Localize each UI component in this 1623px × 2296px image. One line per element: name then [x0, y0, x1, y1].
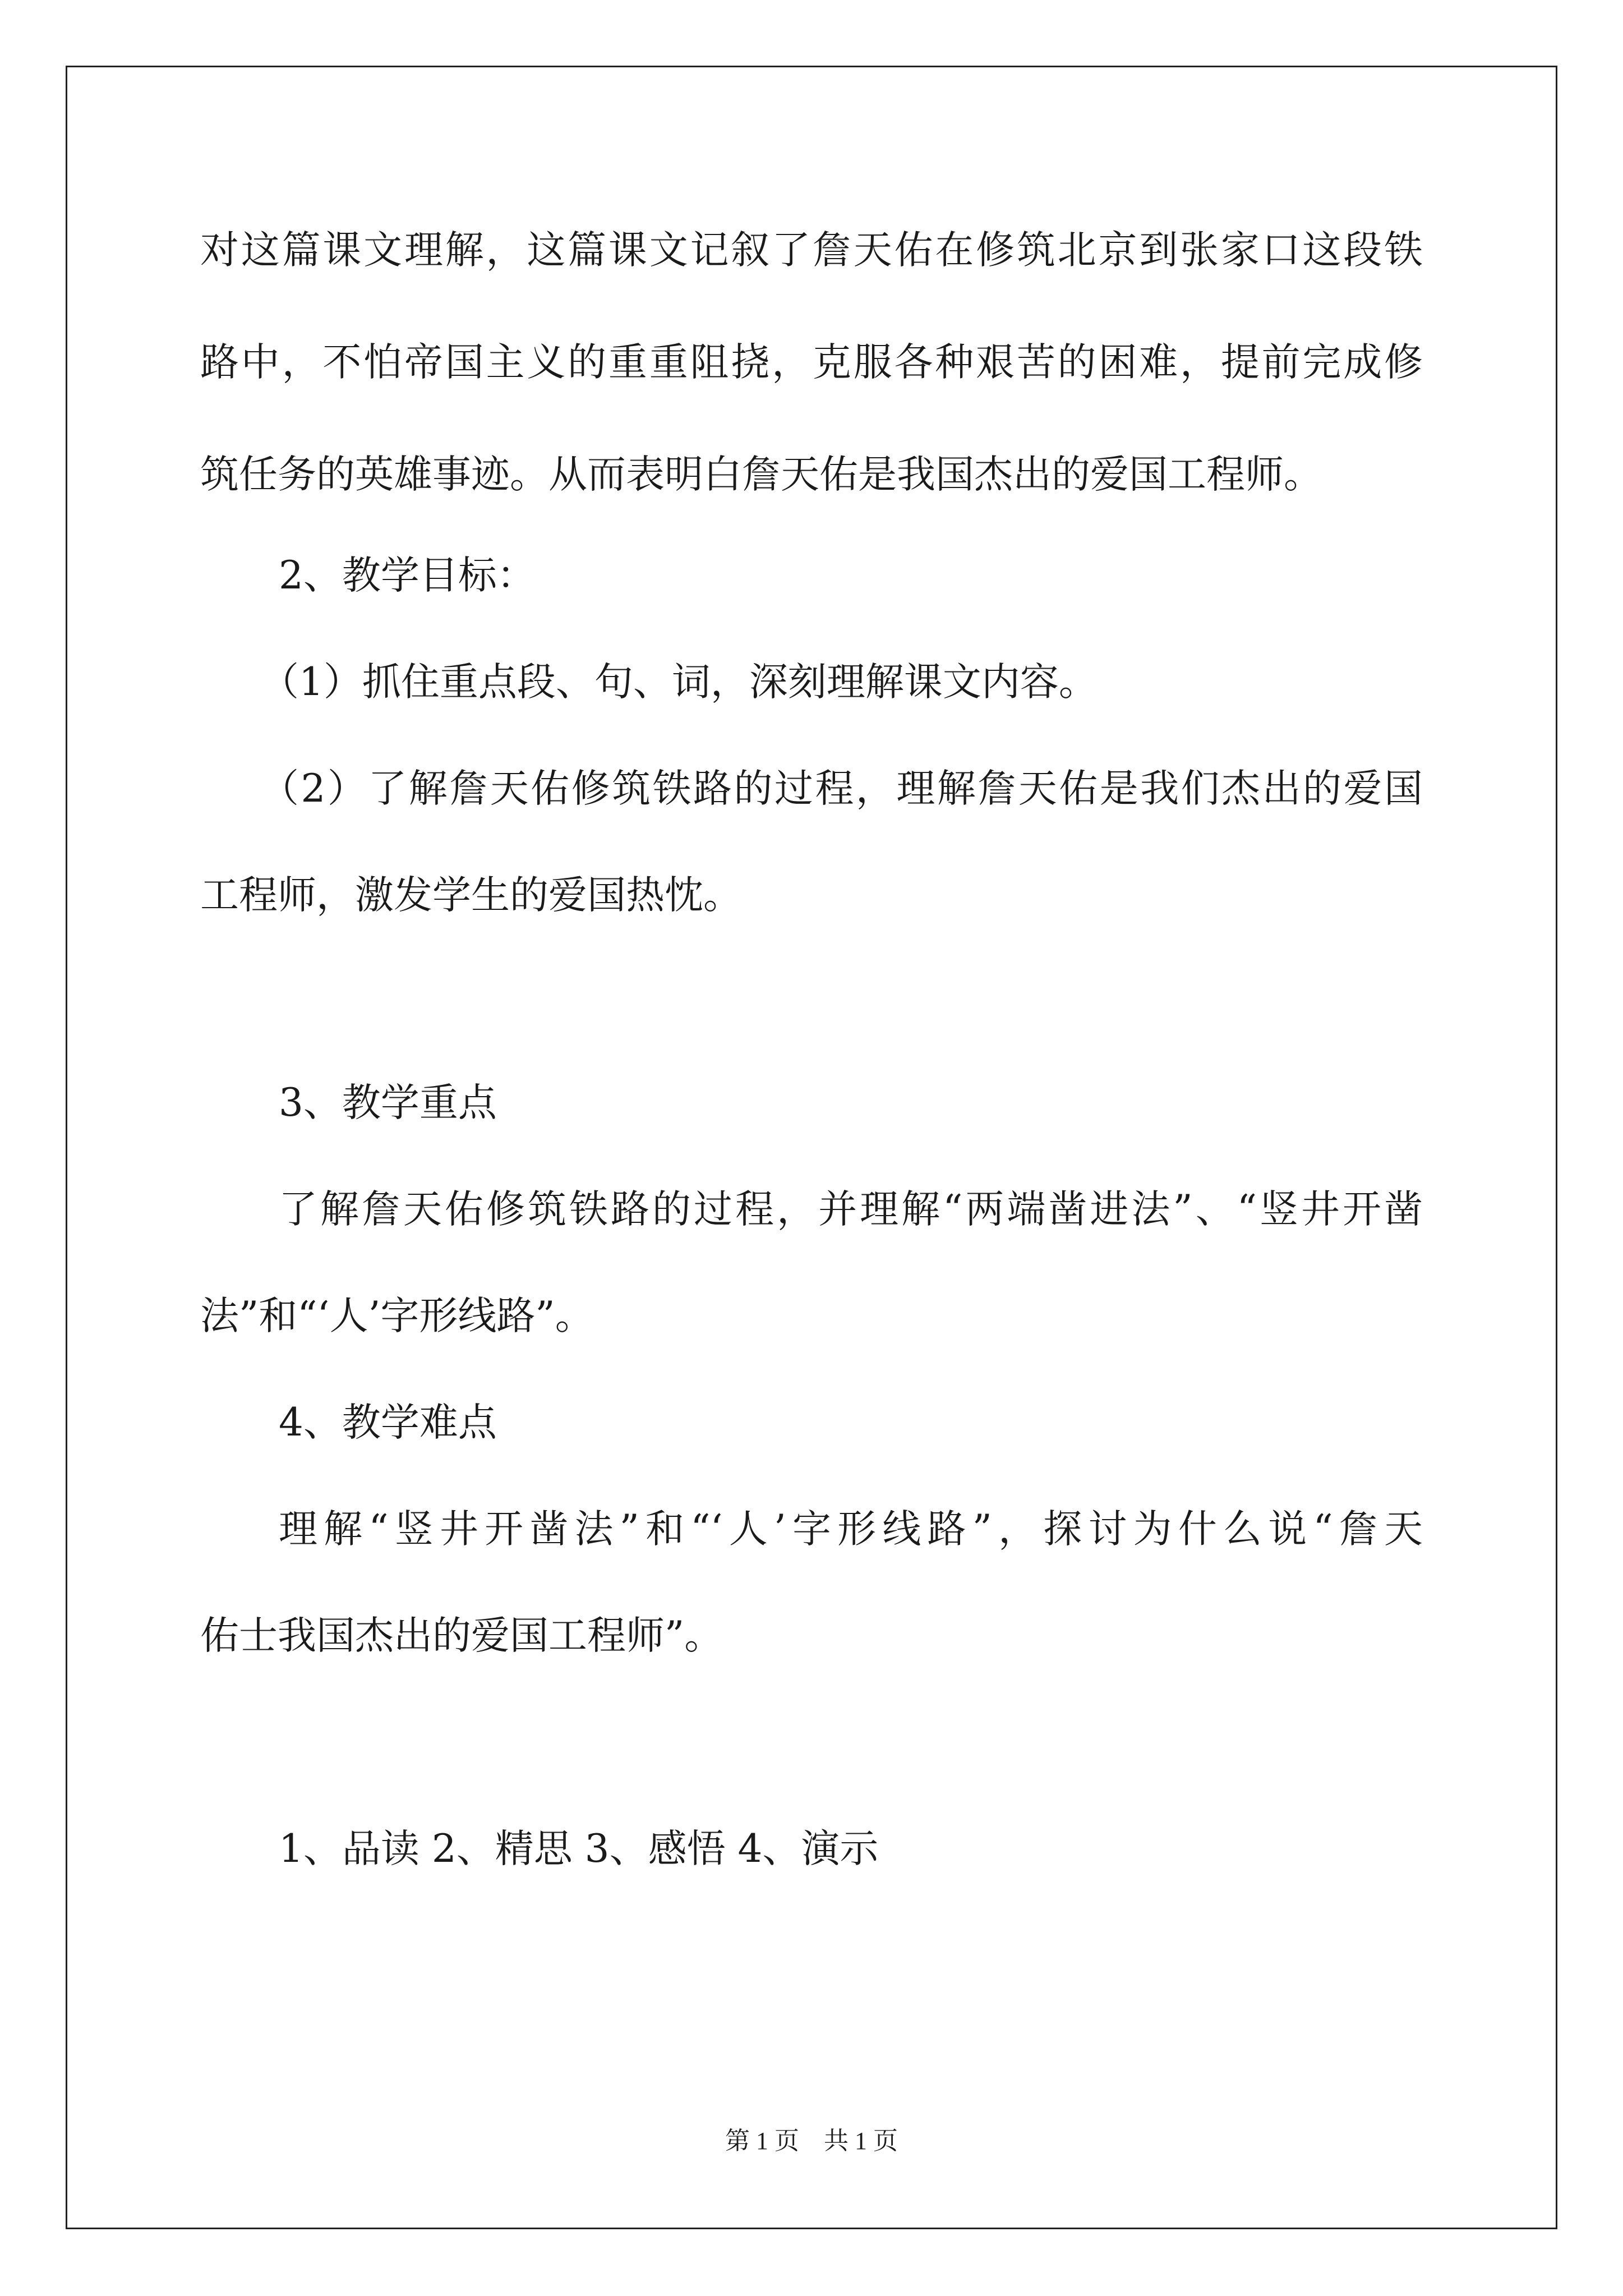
page-border [66, 66, 1557, 2229]
teaching-methods: 1、品读 2、精思 3、感悟 4、演示 [279, 1826, 879, 1871]
paragraph-line: 路中，不怕帝国主义的重重阻挠，克服各种艰苦的困难，提前完成修 [200, 340, 1423, 385]
paragraph-line: 筑任务的英雄事迹。从而表明白詹天佑是我国杰出的爱国工程师。 [200, 452, 1322, 497]
goal-item: （2）了解詹天佑修筑铁路的过程，理解詹天佑是我们杰出的爱国 [260, 766, 1423, 811]
paragraph-line: 了解詹天佑修筑铁路的过程，并理解“两端凿进法”、“竖井开凿 [279, 1187, 1423, 1232]
section-heading-goals: 2、教学目标： [279, 553, 536, 598]
paragraph-line: 佑士我国杰出的爱国工程师”。 [200, 1613, 723, 1658]
paragraph-line: 对这篇课文理解，这篇课文记叙了詹天佑在修筑北京到张家口这段铁 [200, 228, 1423, 273]
page-number-footer: 第 1 页 共 1 页 [725, 2127, 898, 2155]
paragraph-line: 法”和“‘人’字形线路”。 [200, 1294, 594, 1338]
section-heading-focus: 3、教学重点 [279, 1080, 497, 1125]
paragraph-line: 理解“竖井开凿法”和“‘人’字形线路”，探讨为什么说“詹天 [279, 1507, 1423, 1552]
section-heading-difficulty: 4、教学难点 [279, 1400, 497, 1445]
paragraph-line: 工程师，激发学生的爱国热忱。 [200, 873, 742, 918]
goal-item: （1）抓住重点段、句、词，深刻理解课文内容。 [260, 660, 1098, 705]
